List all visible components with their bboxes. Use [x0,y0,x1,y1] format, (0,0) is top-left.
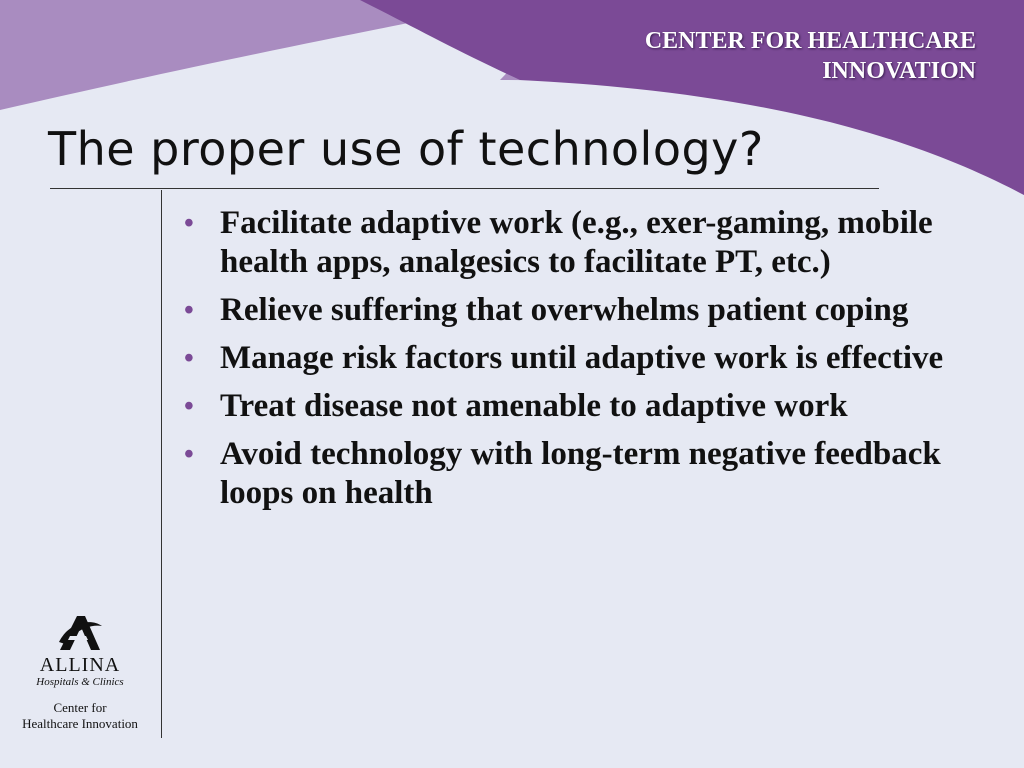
logo-center-text [20,700,140,732]
bullet-item [182,291,972,330]
bullet-item [182,435,972,513]
header-org-line2: INNOVATION [822,58,976,84]
allina-logo [20,612,140,732]
bullet-icon: • [184,439,194,470]
bullet-icon: • [184,343,194,374]
allina-a-icon [55,612,105,652]
sidebar-divider [161,190,162,738]
header-org-name [645,26,976,86]
bullet-icon: • [184,208,194,239]
header-org-line1: CENTER FOR HEALTHCARE [644,28,976,54]
bullet-text: Relieve suffering that overwhelms patient coping [220,292,909,328]
slide-title: The proper use of technology? [48,122,764,176]
logo-name: ALLINA [39,654,121,676]
bullet-item [182,339,972,378]
logo-center-line1: Center for [53,700,107,715]
logo-subtitle: Hospitals & Clinics [36,676,124,688]
bullet-item [182,387,972,426]
bullet-item [182,204,972,282]
bullet-text: Facilitate adaptive work (e.g., exer-gaming, mobile health apps, analgesics to facilitate PT, etc.) [220,205,933,280]
bullet-text: Manage risk factors until adaptive work is effective [220,340,944,376]
bullet-icon: • [184,295,194,326]
bullet-text: Treat disease not amenable to adaptive work [220,388,848,424]
bullet-text: Avoid technology with long-term negative feedback loops on health [220,436,941,511]
bullet-list [182,204,972,522]
logo-center-line2: Healthcare Innovation [22,716,138,731]
title-divider [50,188,879,189]
bullet-icon: • [184,391,194,422]
